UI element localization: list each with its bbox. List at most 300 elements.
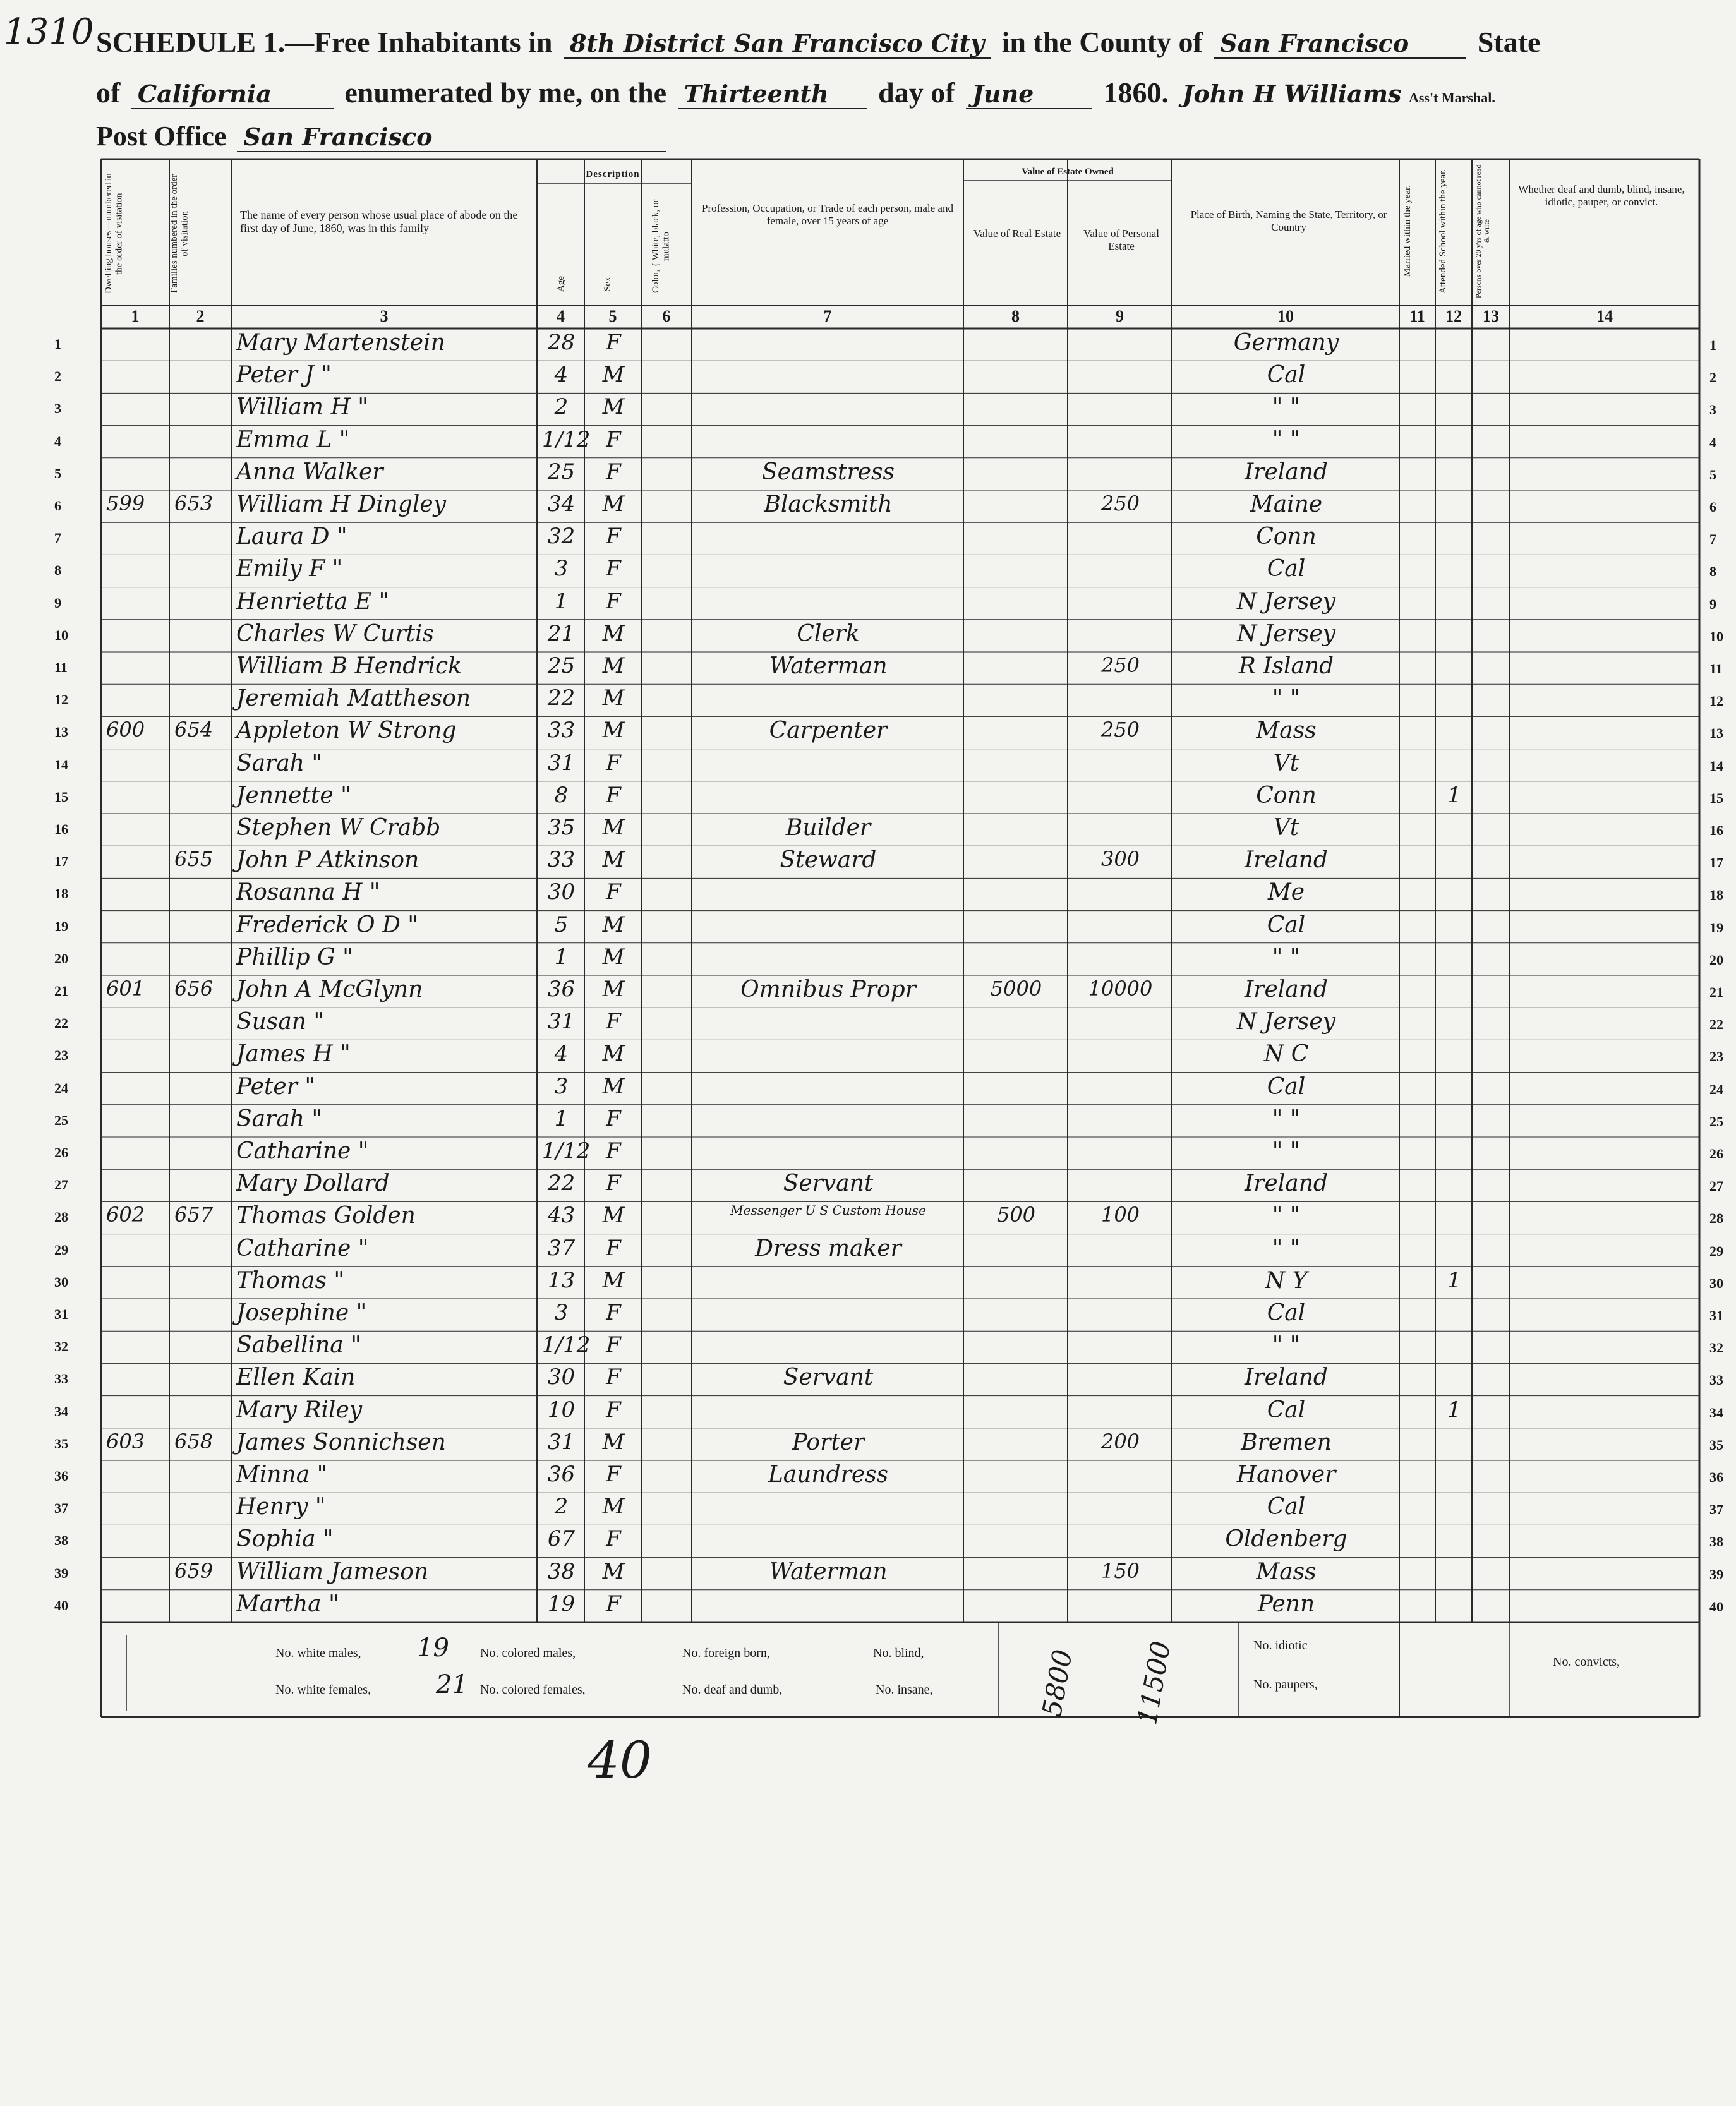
cell-sex: F [606, 1332, 621, 1358]
cell-name: Sarah " [236, 1105, 322, 1132]
month-field: June [966, 80, 1092, 109]
cell-name: Henry " [236, 1494, 326, 1520]
cell-sex: F [606, 459, 621, 484]
column-number: 2 [196, 307, 205, 325]
column-number: 3 [380, 307, 389, 325]
cell-sex: F [606, 1138, 621, 1164]
cell-sex: F [606, 750, 621, 776]
header-family: Families numbered in the order of visitation [169, 174, 190, 294]
cell-age: 36 [547, 977, 576, 1002]
marshal-name: John H Williams [1182, 80, 1402, 108]
cell-name: William B Hendrick [236, 653, 462, 679]
cell-occupation: Steward [780, 847, 877, 874]
cell-sex: M [602, 1041, 625, 1067]
cell-name: Sophia " [236, 1526, 334, 1553]
cell-name: Anna Walker [236, 459, 383, 485]
header-personal-estate: Value of Personal Estate [1083, 227, 1159, 252]
line-number-right: 24 [1709, 1081, 1723, 1097]
line-number-left: 11 [54, 659, 68, 675]
cell-school: 1 [1447, 782, 1461, 808]
line-number-left: 33 [54, 1371, 68, 1387]
cell-name: Catharine " [236, 1138, 369, 1164]
cell-personal: 300 [1100, 847, 1140, 872]
cell-sex: M [602, 1073, 625, 1099]
cell-personal: 10000 [1088, 977, 1153, 1001]
column-number: 5 [608, 307, 617, 325]
line-number-left: 39 [54, 1565, 68, 1581]
cell-personal: 250 [1100, 718, 1140, 742]
cell-sex: F [606, 330, 621, 355]
line-number-right: 40 [1709, 1598, 1723, 1615]
white-females-label: No. white females, [275, 1683, 371, 1697]
cell-birth: " " [1272, 1138, 1301, 1164]
cell-birth: Oldenberg [1225, 1526, 1347, 1553]
cell-age: 3 [554, 1300, 569, 1325]
marshal-label: Ass't Marshal. [1408, 90, 1495, 105]
district-field: 8th District San Francisco City [564, 29, 991, 59]
cell-real: 500 [996, 1203, 1036, 1227]
line-number-right: 14 [1709, 757, 1723, 774]
line-number-right: 36 [1709, 1469, 1723, 1485]
cell-name: Appleton W Strong [236, 718, 457, 744]
cell-birth: N Jersey [1236, 620, 1335, 647]
cell-age: 30 [547, 1364, 576, 1390]
column-number: 12 [1445, 307, 1462, 325]
cell-family: 659 [174, 1558, 214, 1583]
cell-name: Thomas " [236, 1267, 344, 1294]
cell-age: 10 [547, 1397, 576, 1423]
line-number-right: 32 [1709, 1340, 1723, 1356]
cell-age: 36 [547, 1462, 576, 1487]
line-number-right: 22 [1709, 1016, 1723, 1033]
cell-age: 31 [547, 1429, 576, 1455]
cell-sex: F [606, 1462, 621, 1487]
cell-name: Josephine " [236, 1300, 367, 1326]
cell-name: John A McGlynn [236, 977, 423, 1002]
cell-name: Rosanna H " [236, 879, 380, 906]
line-number-right: 12 [1709, 693, 1723, 709]
cell-age: 43 [547, 1203, 576, 1229]
cell-family: 656 [174, 977, 214, 1001]
cell-occupation: Builder [785, 815, 871, 841]
cell-sex: M [602, 718, 625, 743]
cell-name: Sarah " [236, 750, 322, 776]
line-number-left: 40 [54, 1597, 68, 1613]
cell-birth: Me [1267, 879, 1305, 906]
line-number-left: 14 [54, 756, 68, 773]
cell-school: 1 [1447, 1397, 1461, 1423]
line-number-left: 31 [54, 1306, 68, 1322]
cell-birth: " " [1272, 426, 1301, 453]
colored-males-label: No. colored males, [480, 1646, 576, 1660]
cell-name: Ellen Kain [236, 1364, 356, 1391]
header-school: Attended School within the year. [1438, 169, 1448, 294]
cell-sex: M [602, 1429, 625, 1455]
cell-sex: M [602, 362, 625, 388]
cell-birth: Ireland [1245, 847, 1328, 874]
cell-occupation: Dress maker [755, 1235, 901, 1261]
cell-family: 657 [174, 1203, 214, 1227]
state-label: State [1477, 26, 1541, 58]
line-number-right: 15 [1709, 790, 1723, 806]
cell-birth: Mass [1256, 718, 1317, 744]
county-label: in the County of [1001, 26, 1203, 58]
cell-sex: M [602, 977, 625, 1002]
cell-sex: F [606, 1526, 621, 1552]
post-office-label: Post Office [96, 121, 227, 152]
cell-age: 3 [554, 1073, 569, 1099]
cell-name: William H Dingley [236, 491, 447, 517]
cell-birth: N Y [1265, 1267, 1308, 1294]
cell-sex: M [602, 912, 625, 937]
cell-birth: R Island [1238, 653, 1334, 679]
cell-age: 30 [547, 879, 576, 905]
header-color: Color, { White, black, or mulatto [651, 199, 672, 294]
cell-name: Jennette " [236, 782, 351, 809]
line-number-left: 36 [54, 1468, 68, 1484]
header-illiterate: Persons over 20 y'rs of age who cannot read & write [1474, 164, 1492, 298]
cell-name: Frederick O D " [236, 912, 418, 938]
cell-age: 34 [547, 491, 576, 517]
page-number: 1310 [4, 11, 94, 52]
white-males-label: No. white males, [275, 1646, 361, 1660]
line-number-left: 22 [54, 1015, 68, 1032]
header-name: The name of every person whose usual place of abode on the first day of June, 1860, was in this family [240, 208, 518, 234]
line-number-right: 35 [1709, 1436, 1723, 1453]
cell-name: Stephen W Crabb [236, 815, 441, 841]
cell-sex: M [602, 394, 625, 420]
cell-age: 4 [554, 362, 569, 388]
line-number-left: 34 [54, 1403, 68, 1419]
cell-sex: M [602, 1558, 625, 1584]
cell-name: Emma L " [236, 426, 350, 453]
cell-sex: F [606, 1364, 621, 1390]
cell-sex: F [606, 879, 621, 905]
column-number: 11 [1409, 307, 1425, 325]
line-number-left: 37 [54, 1500, 68, 1517]
cell-name: Laura D " [236, 524, 347, 550]
line-number-right: 11 [1709, 661, 1723, 677]
cell-sex: F [606, 524, 621, 550]
year-label: 1860. [1103, 76, 1169, 109]
cell-birth: " " [1272, 944, 1301, 970]
line-number-right: 34 [1709, 1404, 1723, 1421]
line-number-left: 19 [54, 918, 68, 934]
line-number-left: 12 [54, 692, 68, 708]
cell-birth: Ireland [1245, 977, 1328, 1002]
day-of-label: day of [878, 76, 955, 109]
cell-sex: F [606, 588, 621, 614]
cell-sex: M [602, 815, 625, 840]
cell-sex: F [606, 1300, 621, 1325]
column-number: 6 [662, 307, 671, 325]
cell-age: 31 [547, 1009, 576, 1035]
cell-birth: Cal [1267, 1494, 1306, 1520]
line-number-left: 38 [54, 1532, 68, 1549]
cell-name: Martha " [236, 1591, 339, 1617]
cell-name: Mary Dollard [236, 1170, 390, 1197]
deaf-dumb-label: No. deaf and dumb, [682, 1683, 783, 1697]
line-number-right: 23 [1709, 1049, 1723, 1065]
cell-sex: M [602, 653, 625, 678]
cell-birth: Cal [1267, 912, 1306, 938]
line-number-left: 13 [54, 724, 68, 740]
cell-school: 1 [1447, 1267, 1461, 1293]
cell-age: 1 [554, 1105, 569, 1131]
cell-name: Catharine " [236, 1235, 369, 1261]
line-number-left: 10 [54, 627, 68, 643]
line-number-right: 21 [1709, 984, 1723, 1000]
line-number-left: 27 [54, 1177, 68, 1193]
cell-personal: 100 [1100, 1203, 1140, 1227]
cell-name: Susan " [236, 1009, 324, 1035]
header-sex: Sex [603, 277, 613, 292]
cell-age: 35 [547, 815, 576, 840]
column-number: 4 [557, 307, 565, 325]
cell-occupation: Porter [792, 1429, 865, 1455]
cell-personal: 200 [1100, 1429, 1140, 1453]
line-number-right: 16 [1709, 822, 1723, 838]
cell-birth: Hanover [1236, 1462, 1336, 1488]
column-number: 13 [1483, 307, 1499, 325]
cell-dwelling: 603 [106, 1429, 145, 1453]
cell-age: 13 [547, 1267, 576, 1293]
real-estate-total: 5800 [1036, 1647, 1078, 1719]
cell-birth: " " [1272, 1332, 1301, 1359]
cell-sex: F [606, 1591, 621, 1616]
cell-birth: " " [1272, 1203, 1301, 1229]
column-number: 9 [1116, 307, 1124, 325]
cell-age: 2 [554, 1494, 569, 1520]
cell-name: William H " [236, 394, 368, 421]
cell-age: 33 [547, 847, 576, 873]
cell-sex: F [606, 1105, 621, 1131]
cell-family: 658 [174, 1429, 214, 1453]
cell-dwelling: 599 [106, 491, 145, 515]
line-number-right: 5 [1709, 466, 1716, 483]
cell-age: 67 [547, 1526, 576, 1552]
cell-occupation: Waterman [769, 653, 888, 679]
column-number: 10 [1277, 307, 1294, 325]
post-office-field: San Francisco [237, 123, 666, 152]
line-number-left: 20 [54, 950, 68, 966]
line-number-right: 31 [1709, 1308, 1723, 1323]
line-number-right: 4 [1709, 434, 1716, 450]
cell-occupation: Servant [783, 1170, 874, 1197]
county-field: San Francisco [1214, 29, 1466, 59]
cell-birth: Vt [1273, 750, 1299, 776]
cell-name: James H " [236, 1041, 351, 1068]
cell-age: 2 [554, 394, 569, 420]
cell-occupation: Laundress [768, 1462, 889, 1488]
cell-name: Minna " [236, 1462, 328, 1488]
line-number-left: 23 [54, 1047, 68, 1064]
cell-dwelling: 600 [106, 718, 145, 742]
cell-occupation: Waterman [769, 1558, 888, 1585]
line-number-left: 15 [54, 788, 68, 805]
white-females-count: 21 [436, 1670, 468, 1699]
line-number-left: 30 [54, 1273, 68, 1290]
line-number-right: 17 [1709, 855, 1723, 871]
colored-females-label: No. colored females, [480, 1683, 586, 1697]
line-number-right: 37 [1709, 1501, 1723, 1518]
cell-sex: M [602, 620, 625, 646]
cell-birth: Mass [1256, 1558, 1317, 1585]
line-number-left: 4 [54, 433, 61, 449]
cell-birth: Conn [1256, 782, 1317, 809]
cell-occupation: Messenger U S Custom House [730, 1203, 926, 1218]
cell-birth: Germany [1233, 330, 1339, 356]
cell-name: Charles W Curtis [236, 620, 434, 647]
column-number: 1 [131, 307, 140, 325]
cell-name: James Sonnichsen [236, 1429, 446, 1455]
cell-age: 31 [547, 750, 576, 776]
cell-age: 1/12 [542, 1332, 591, 1358]
line-number-left: 29 [54, 1241, 68, 1258]
cell-occupation: Blacksmith [764, 491, 893, 517]
line-number-right: 20 [1709, 951, 1723, 968]
header-occupation: Profession, Occupation, or Trade of each person, male and female, over 15 years of age [702, 202, 953, 227]
cell-birth: Bremen [1241, 1429, 1332, 1455]
line-number-right: 2 [1709, 370, 1716, 386]
line-number-left: 3 [54, 400, 61, 417]
cell-age: 8 [554, 782, 569, 808]
cell-birth: Cal [1267, 556, 1306, 582]
cell-birth: N C [1263, 1041, 1309, 1068]
cell-age: 4 [554, 1041, 569, 1067]
footer-mark: 40 [588, 1731, 652, 1790]
cell-age: 5 [554, 912, 569, 937]
cell-real: 5000 [990, 977, 1042, 1001]
cell-age: 22 [547, 685, 576, 711]
cell-birth: " " [1272, 685, 1301, 712]
header-real-estate: Value of Real Estate [973, 227, 1061, 239]
line-number-left: 7 [54, 530, 61, 546]
cell-age: 1/12 [542, 426, 591, 452]
cell-age: 28 [547, 330, 576, 355]
line-number-right: 13 [1709, 725, 1723, 742]
enumerated-label: enumerated by me, on the [344, 76, 667, 109]
cell-personal: 250 [1100, 653, 1140, 677]
cell-name: Mary Riley [236, 1397, 363, 1423]
cell-birth: Conn [1256, 524, 1317, 550]
cell-age: 25 [547, 653, 576, 678]
cell-name: Henrietta E " [236, 588, 390, 615]
white-males-count: 19 [417, 1634, 449, 1663]
cell-occupation: Servant [783, 1364, 874, 1391]
cell-birth: Ireland [1245, 1170, 1328, 1197]
line-number-right: 29 [1709, 1243, 1723, 1259]
line-number-left: 32 [54, 1339, 68, 1355]
line-number-right: 3 [1709, 402, 1716, 418]
line-number-left: 2 [54, 368, 61, 385]
cell-sex: M [602, 685, 625, 711]
line-number-left: 28 [54, 1209, 68, 1225]
cell-name: Emily F " [236, 556, 343, 582]
cell-name: Jeremiah Mattheson [236, 685, 471, 712]
cell-name: Sabellina " [236, 1332, 361, 1359]
cell-occupation: Seamstress [762, 459, 895, 485]
convicts-label: No. convicts, [1553, 1655, 1620, 1669]
cell-sex: M [602, 944, 625, 970]
cell-sex: F [606, 782, 621, 808]
line-number-right: 10 [1709, 628, 1723, 644]
line-number-right: 30 [1709, 1275, 1723, 1291]
cell-family: 654 [174, 718, 214, 742]
insane-label: No. insane, [876, 1683, 933, 1697]
line-number-right: 39 [1709, 1566, 1723, 1582]
day-field: Thirteenth [678, 80, 867, 109]
cell-occupation: Clerk [797, 620, 860, 647]
cell-age: 38 [547, 1558, 576, 1584]
header-dwelling: Dwelling houses—numbered in the order of visitation [104, 173, 124, 294]
line-number-left: 8 [54, 562, 61, 579]
line-number-left: 1 [54, 336, 61, 352]
cell-occupation: Omnibus Propr [740, 977, 916, 1002]
header-married: Married within the year. [1402, 185, 1413, 277]
cell-name: Peter " [236, 1073, 315, 1100]
cell-dwelling: 601 [106, 977, 145, 1001]
line-number-left: 17 [54, 853, 68, 870]
line-number-left: 18 [54, 886, 68, 902]
line-number-left: 9 [54, 594, 61, 611]
cell-age: 1/12 [542, 1138, 591, 1164]
cell-birth: " " [1272, 1235, 1301, 1261]
cell-name: Mary Martenstein [236, 330, 445, 356]
line-number-right: 18 [1709, 887, 1723, 903]
personal-estate-total: 11500 [1131, 1639, 1177, 1728]
line-number-left: 5 [54, 465, 61, 481]
line-number-left: 26 [54, 1145, 68, 1160]
line-number-left: 25 [54, 1112, 68, 1128]
line-number-right: 7 [1709, 531, 1716, 548]
column-number: 14 [1596, 307, 1613, 325]
line-number-right: 38 [1709, 1534, 1723, 1550]
cell-age: 3 [554, 556, 569, 582]
cell-age: 1 [554, 944, 569, 970]
cell-dwelling: 602 [106, 1203, 145, 1227]
line-number-right: 19 [1709, 919, 1723, 936]
line-number-right: 27 [1709, 1178, 1723, 1194]
idiotic-label: No. idiotic [1253, 1639, 1308, 1652]
cell-birth: Ireland [1245, 1364, 1328, 1391]
cell-birth: N Jersey [1236, 588, 1335, 615]
of-label: of [96, 76, 121, 109]
line-number-right: 33 [1709, 1372, 1723, 1388]
line-number-left: 35 [54, 1435, 68, 1452]
column-number: 8 [1011, 307, 1020, 325]
header-deaf-blind: Whether deaf and dumb, blind, insane, idiotic, pauper, or convict. [1518, 183, 1685, 208]
cell-sex: M [602, 847, 625, 873]
cell-sex: F [606, 426, 621, 452]
line-number-left: 6 [54, 498, 61, 514]
cell-family: 655 [174, 847, 214, 872]
cell-sex: F [606, 1397, 621, 1423]
cell-name: Thomas Golden [236, 1203, 416, 1229]
line-number-right: 8 [1709, 563, 1716, 580]
header-description-group: Description [586, 169, 640, 179]
cell-age: 32 [547, 524, 576, 550]
cell-birth: " " [1272, 1105, 1301, 1132]
line-number-right: 26 [1709, 1146, 1723, 1162]
cell-name: William Jameson [236, 1558, 429, 1585]
cell-personal: 250 [1100, 491, 1140, 515]
cell-family: 653 [174, 491, 214, 515]
cell-sex: F [606, 1009, 621, 1035]
cell-birth: Vt [1273, 815, 1299, 841]
line-number-left: 24 [54, 1080, 68, 1096]
cell-age: 25 [547, 459, 576, 484]
